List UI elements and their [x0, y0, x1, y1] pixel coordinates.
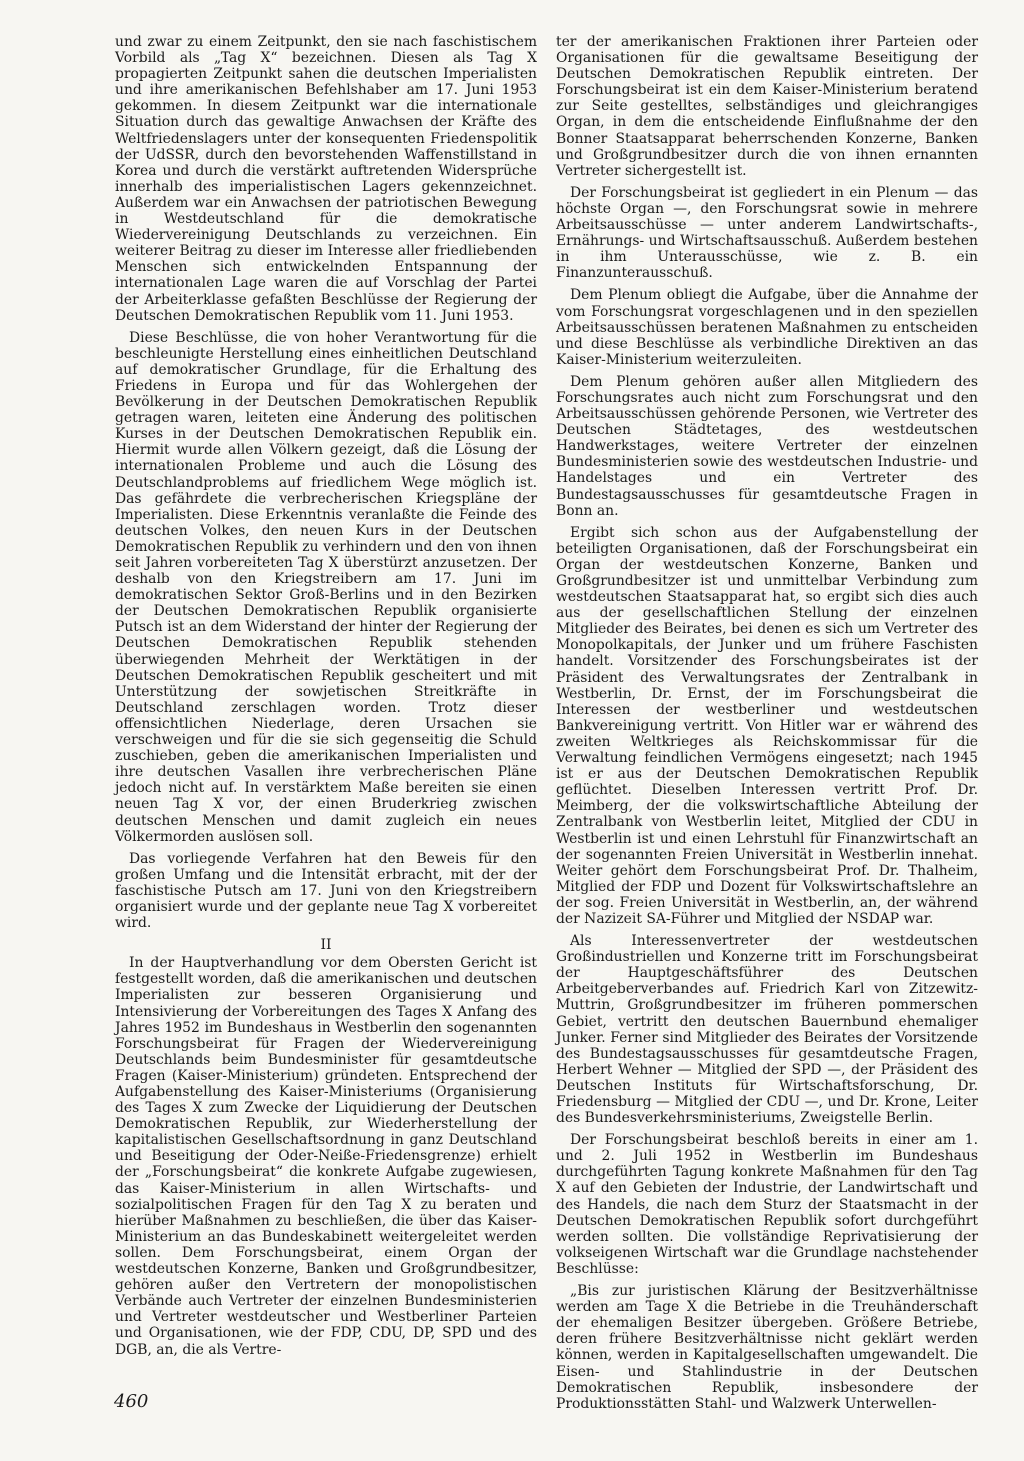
section-heading: II: [320, 937, 332, 954]
paragraph: Das vorliegende Verfahren hat den Beweis für den großen Umfang und die Intensität erbracht, mit der der faschistische Putsch am 17. Juni von den Kriegstreibern organisiert wurde und der geplante neue Tag X vorbereitet wird.: [115, 850, 537, 932]
paragraph: Ergibt sich schon aus der Aufgabenstellung der beteiligten Organisationen, daß der Forschungsbeirat ein Organ der westdeutschen Konzerne, Banken und Großgrundbesitzer ist und unmittelbar Verbindung zum westdeutschen Staatsapparat hat, so ergibt sich dies auch aus der gesellschaftlichen Stellung der einzelnen Mitglieder des Beirates, bei denen es sich um Vertreter des Monopolkapitals, der Junker und um frühere Faschisten handelt. Vorsitzender des Forschungsbeirates ist der Präsident des Verwaltungsrates der Zentralbank in Westberlin, Dr. Ernst, der im Forschungsbeirat die Interessen der westberliner und westdeutschen Bankvereinigung vertritt. Von Hitler war er während des zweiten Weltkrieges als Reichskommissar für die Verwaltung feindlichen Vermögens eingesetzt; nach 1945 ist er aus der Deutschen Demokratischen Republik geflüchtet. Dieselben Interessen vertritt Prof. Dr. Meimberg, der die volkswirtschaftliche Abteilung der Zentralbank von Westberlin leitet, Mitglied der CDU in Westberlin ist und einen Lehrstuhl für Finanzwirtschaft an der sogenannten Freien Universität in Westberlin innehat. Weiter gehört dem Forschungsbeirat Prof. Dr. Thalheim, Mitglied der FDP und Dozent für Volkswirtschaftslehre an der sog. Freien Universität in Westberlin, an, der während der Nazizeit SA-Führer und Mitglied der NSDAP war.: [556, 524, 978, 927]
paragraph: Dem Plenum gehören außer allen Mitgliedern des Forschungsrates auch nicht zum Forschungsrat und den Arbeitsausschüssen gehörende Personen, wie Vertreter des Deutschen Städtetages, des westdeutschen Handwerkstages, weitere Vertreter der einzelnen Bundesministerien sowie des westdeutschen Industrie- und Handelstages und ein Vertreter des Bundestagsausschusses für gesamtdeutsche Fragen in Bonn an.: [556, 373, 978, 519]
paragraph: Dem Plenum obliegt die Aufgabe, über die Annahme der vom Forschungsrat vorgeschlagenen und in den speziellen Arbeitsausschüssen beratenen Maßnahmen zu entscheiden und diese Beschlüsse als verbindliche Direktiven an das Kaiser-Ministerium weiterzuleiten.: [556, 287, 978, 368]
page-number: 460: [114, 1391, 149, 1412]
paragraph: Als Interessenvertreter der westdeutschen Großindustriellen und Konzerne tritt im Forschungsbeirat der Hauptgeschäftsführer des Deutschen Arbeitgeberverbandes auf. Friedrich Karl von Zitzewitz-Muttrin, Großgrundbesitzer im früheren pommerschen Gebiet, vertritt den deutschen Bauernbund ehemaliger Junker. Ferner sind Mitglieder des Beirates der Vorsitzende des Bundestagsausschusses für gesamtdeutsche Fragen, Herbert Wehner — Mitglied der SPD —, der Präsident des Deutschen Instituts für Wirtschaftsforschung, Dr. Friedensburg — Mitglied der CDU —, und Dr. Krone, Leiter des Bundesverkehrsministeriums, Zweigstelle Berlin.: [556, 933, 978, 1127]
paragraph: Diese Beschlüsse, die von hoher Verantwortung für die beschleunigte Herstellung eines einheitlichen Deutschland auf demokratischer Grundlage, für die Erhaltung des Friedens in Europa und für das Wohlergehen der Bevölkerung in der Deutschen Demokratischen Republik getragen waren, leiteten eine Änderung des politischen Kurses in der Deutschen Demokratischen Republik ein. Hiermit wurde allen Völkern gezeigt, daß die Lösung der internationalen Probleme und auch die Lösung des Deutschlandproblems auf friedlichem Wege möglich ist. Das gefährdete die verbrecherischen Kriegspläne der Imperialisten. Diese Erkenntnis veranlaßte die Feinde des deutschen Volkes, den neuen Kurs in der Deutschen Demokratischen Republik zu verhindern und den von ihnen seit Jahren vorbereiteten Tag X überstürzt anzusetzen. Der deshalb von den Kriegstreibern am 17. Juni im demokratischen Sektor Groß-Berlins und in den Bezirken der Deutschen Demokratischen Republik organisierte Putsch ist an dem Widerstand der hinter der Regierung der Deutschen Demokratischen Republik stehenden überwiegenden Mehrheit der Werktätigen in der Deutschen Demokratischen Republik gescheitert und mit Unterstützung der sowjetischen Streitkräfte in Deutschland zerschlagen worden. Trotz dieser offensichtlichen Niederlage, deren Ursachen sie verschweigen und für die sie sich gegenseitig die Schuld zuschieben, geben die amerikanischen Imperialisten und ihre deutschen Vasallen ihre verbrecherischen Pläne jedoch nicht auf. In verstärktem Maße bereiten sie einen neuen Tag X vor, der einen Bruderkrieg zwischen deutschen Menschen und damit zugleich ein neues Völkermorden auslösen soll.: [115, 329, 537, 845]
left-column: [115, 34, 537, 1364]
paragraph: ter der amerikanischen Fraktionen ihrer Parteien oder Organisationen für die gewaltsame Beseitigung der Deutschen Demokratischen Republik eintreten. Der Forschungsbeirat ist ein dem Kaiser-Ministerium beratend zur Seite gestelltes, selbständiges und gleichrangiges Organ, in dem die entscheidende Einflußnahme der den Bonner Staatsapparat beherrschenden Konzerne, Banken und Großgrundbesitzer durch die von ihnen ernannten Vertreter sichergestellt ist.: [556, 34, 978, 179]
right-column: [556, 34, 978, 1418]
quote-paragraph: „Bis zur juristischen Klärung der Besitzverhältnisse werden am Tage X die Betriebe in die Treuhänderschaft der ehemaligen Besitzer übergeben. Größere Betriebe, deren frühere Besitzverhältnisse nicht geklärt werden können, werden in Kapitalgesellschaften umgewandelt. Die Eisen- und Stahlindustrie in der Deutschen Demokratischen Republik, insbesondere der Produktionsstätten Stahl- und Walzwerk Unterwellen-: [556, 1283, 978, 1412]
paragraph: Der Forschungsbeirat beschloß bereits in einer am 1. und 2. Juli 1952 in Westberlin im Bundeshaus durchgeführten Tagung konkrete Maßnahmen für den Tag X auf den Gebieten der Industrie, der Landwirtschaft und des Handels, die nach dem Sturz der Staatsmacht in der Deutschen Demokratischen Republik sofort durchgeführt werden sollten. Die vollständige Reprivatisierung der volkseigenen Wirtschaft war die Grundlage nachstehender Beschlüsse:: [556, 1132, 978, 1277]
paragraph: und zwar zu einem Zeitpunkt, den sie nach faschistischem Vorbild als „Tag X“ bezeichnen. Diesen als Tag X propagierten Zeitpunkt sahen die deutschen Imperialisten und ihre amerikanischen Befehlshaber am 17. Juni 1953 gekommen. In diesem Zeitpunkt war die internationale Situation durch das gewaltige Anwachsen der Kräfte des Weltfriedenslagers unter der konsequenten Friedenspolitik der UdSSR, durch den bevorstehenden Waffenstillstand in Korea und durch die verstärkt auftretenden Widersprüche innerhalb des imperialistischen Lagers gekennzeichnet. Außerdem war ein Anwachsen der patriotischen Bewegung in Westdeutschland für die demokratische Wiedervereinigung Deutschlands zu verzeichnen. Ein weiterer Beitrag zu dieser im Interesse aller friedliebenden Menschen sich entwickelnden Entspannung der internationalen Lage waren die auf Vorschlag der Partei der Arbeiterklasse gefaßten Beschlüsse der Regierung der Deutschen Demokratischen Republik vom 11. Juni 1953.: [115, 34, 537, 324]
paragraph: Der Forschungsbeirat ist gegliedert in ein Plenum — das höchste Organ —, den Forschungsrat sowie in mehrere Arbeitsausschüsse — unter anderem Landwirtschafts-, Ernährungs- und Wirtschaftsausschuß. Außerdem bestehen in ihm Unterausschüsse, wie z. B. ein Finanzunterausschuß.: [556, 184, 978, 282]
paragraph: In der Hauptverhandlung vor dem Obersten Gericht ist festgestellt worden, daß die amerikanischen und deutschen Imperialisten zur besseren Organisierung und Intensivierung der Vorbereitungen des Tages X Anfang des Jahres 1952 im Bundeshaus in Westberlin den sogenannten Forschungsbeirat für Fragen der Wiedervereinigung Deutschlands beim Bundesminister für gesamtdeutsche Fragen (Kaiser-Ministerium) gründeten. Entsprechend der Aufgabenstellung des Kaiser-Ministeriums (Organisierung des Tages X zum Zwecke der Liquidierung der Deutschen Demokratischen Republik, zur Wiederherstellung der kapitalistischen Gesellschaftsordnung in ganz Deutschland und Beseitigung der Oder-Neiße-Friedensgrenze) erhielt der „Forschungsbeirat“ die konkrete Aufgabe zugewiesen, das Kaiser-Ministerium in allen Wirtschafts- und sozialpolitischen Fragen für den Tag X zu beraten und hierüber Maßnahmen zu beschließen, die über das Kaiser-Ministerium an das Bundeskabinett weitergeleitet werden sollen. Dem Forschungsbeirat, einem Organ der westdeutschen Konzerne, Banken und Großgrundbesitzer, gehören außer den Vertretern der monopolistischen Verbände auch Vertreter der einzelnen Bundesministerien und Vertreter westdeutscher und Westberliner Parteien und Organisationen, wie der FDP, CDU, DP, SPD und des DGB, an, die als Vertre-: [115, 955, 537, 1358]
